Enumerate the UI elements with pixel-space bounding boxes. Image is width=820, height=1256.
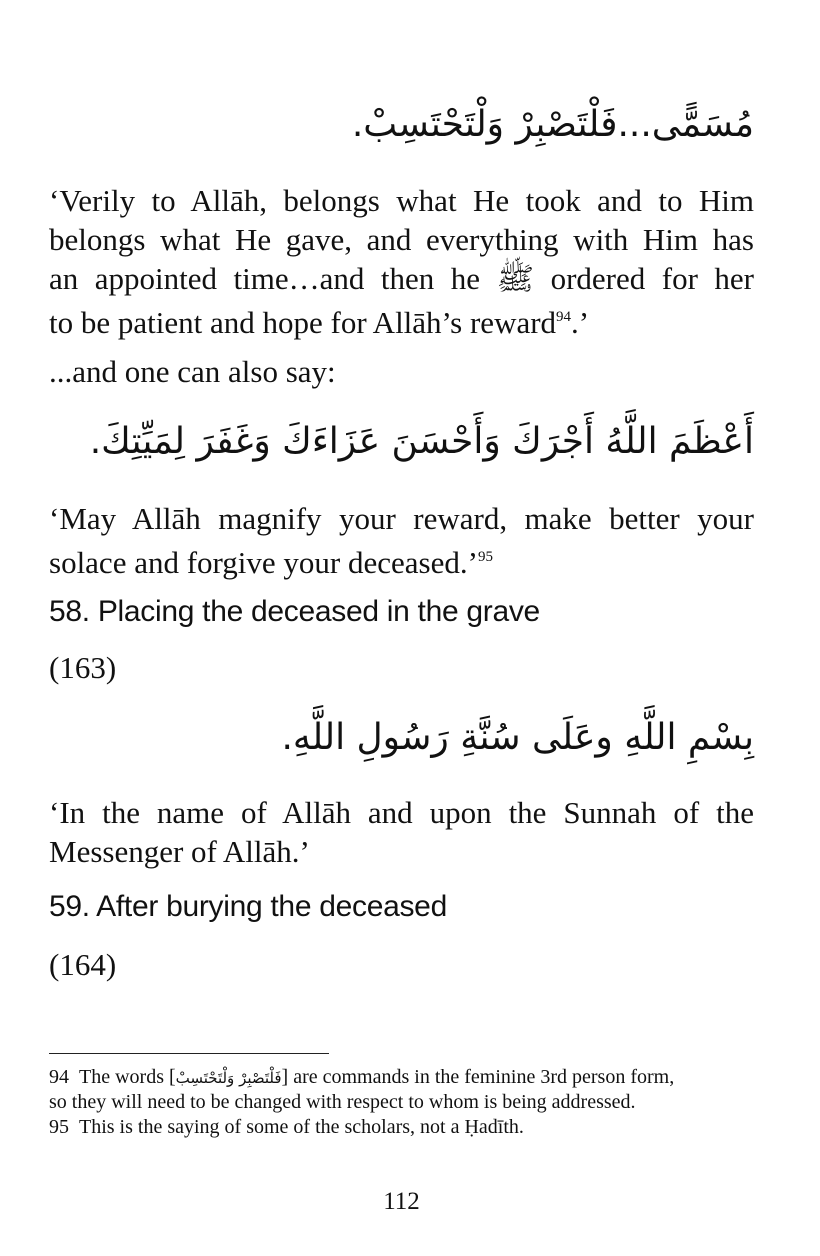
translation-paragraph-2 [49,499,754,580]
also-say-text: ...and one can also say: [49,354,336,389]
book-page [49,0,754,1256]
text-line: ‘Verily to Allāh, belongs what He took and to Him [49,183,754,218]
arabic-supplication-end: مُسَمًّى...فَلْتَصْبِرْ وَلْتَحْتَسِبْ. [351,104,754,145]
text-line: belongs what He gave, and everything with Him has [49,222,754,257]
footnote-arabic: فَلْتَصْبِرْ وَلْتَحْتَسِبْ [175,1069,282,1087]
footnote-95 [49,1115,754,1139]
section-59-heading: 59. After burying the deceased [49,890,447,923]
section-58-heading: 58. Placing the deceased in the grave [49,595,540,628]
text-line [49,538,754,580]
footnote-number: 94 [49,1066,69,1088]
text-line [49,298,754,340]
text-line-content: to be patient and hope for Allāh’s reward [49,305,557,340]
footnote-ref-94[interactable]: 94 [556,309,572,325]
closing-quote: .’ [571,305,590,340]
footnote-94-continuation: so they will need to be changed with respect to whom is being addressed. [49,1091,636,1113]
footnote-text: This is the saying of some of the scholars, not a Ḥadīth. [79,1116,524,1138]
arabic-condolence: أَعْظَمَ اللَّهُ أَجْرَكَ وَأَحْسَنَ عَزَاءَكَ وَغَفَرَ لِمَيِّتِكَ. [89,421,754,462]
footnote-text: The words [ [79,1066,176,1088]
translation-paragraph-3 [49,793,754,871]
footnote-94 [49,1065,754,1090]
text-line: ‘May Allāh magnify your reward, make better your [49,501,754,536]
footnote-number: 95 [49,1116,69,1138]
footnote-ref-95[interactable]: 95 [477,549,493,565]
footnote-divider [49,1053,329,1054]
footnote-text: ] are commands in the feminine 3rd person form, [281,1066,675,1088]
arabic-burial-supplication: بِسْمِ اللَّهِ وعَلَى سُنَّةِ رَسُولِ اللَّهِ. [281,717,754,758]
translation-paragraph-1 [49,181,754,340]
section-58-reference: (163) [49,650,117,685]
text-line: an appointed time…and then he ﷺ ordered for her [49,261,754,296]
text-line: Messenger of Allāh.’ [49,834,310,869]
text-line-content: solace and forgive your deceased.’ [49,545,478,580]
section-59-reference: (164) [49,947,117,982]
page-number: 112 [383,1188,420,1215]
text-line: ‘In the name of Allāh and upon the Sunnah of the [49,795,754,830]
